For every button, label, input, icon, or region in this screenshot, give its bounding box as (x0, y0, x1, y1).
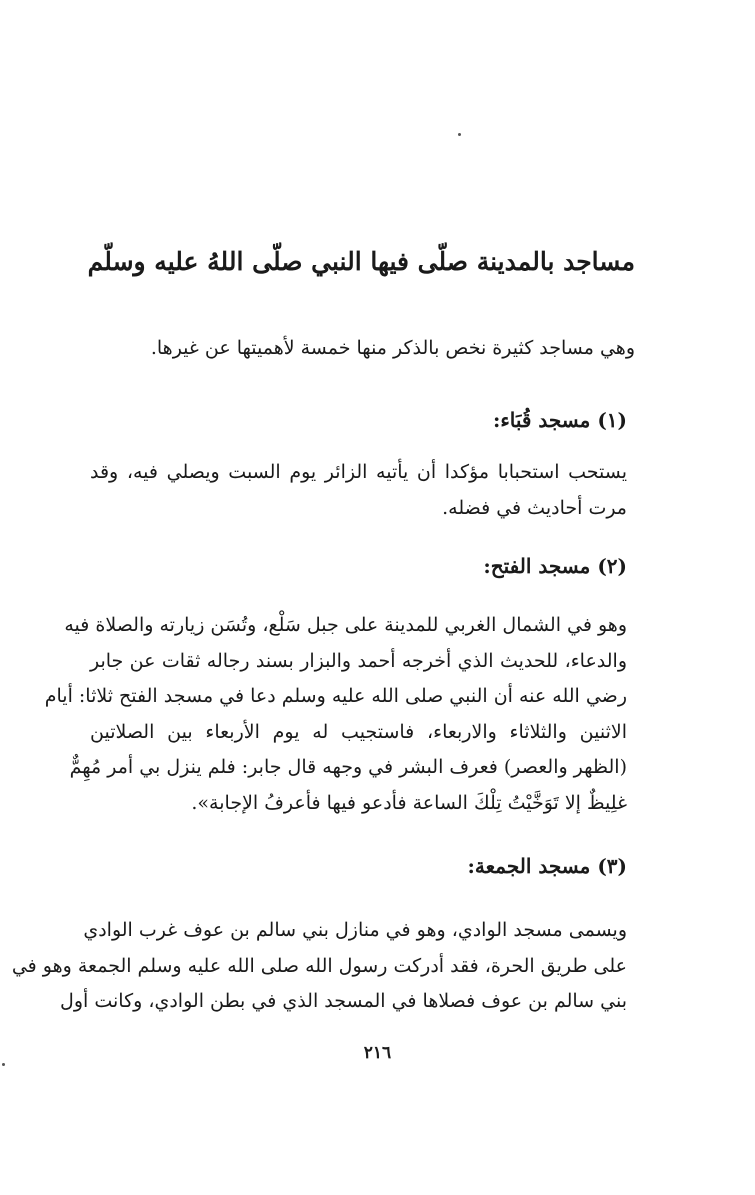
text-line: الاثنين والثلاثاء والاربعاء، فاستجيب له يوم الأربعاء بين الصلاتين (90, 720, 627, 743)
intro-paragraph: وهي مساجد كثيرة نخص بالذكر منها خمسة لأهميتها عن غيرها. (150, 337, 635, 359)
text-line: (الظهر والعصر) فعرف البشر في وجهه قال جابر: فلم ينزل بي أمر مُهِمٌّ (69, 756, 627, 778)
text-line: غلِيظٌ إلا تَوَخَّيْتُ تِلْكَ الساعة فأدعو فيها فأعرفُ الإجابة». (191, 791, 627, 814)
scan-speck (458, 133, 461, 136)
section-body-fath (44, 608, 627, 821)
section-body-quba (90, 455, 627, 526)
section-body-jumuah (11, 913, 627, 1020)
section-heading-fath: (٢) مسجد الفتح: (483, 554, 627, 578)
section-heading-jumuah: (٣) مسجد الجمعة: (467, 854, 627, 878)
text-line: ويسمى مسجد الوادي، وهو في منازل بني سالم بن عوف غرب الوادي (83, 919, 627, 941)
page-number: ٢١٦ (363, 1043, 392, 1063)
section-heading-quba: (١) مسجد قُبَاء: (492, 408, 627, 432)
text-line: رضي الله عنه أن النبي صلى الله عليه وسلم دعا في مسجد الفتح ثلاثا: أيام (44, 685, 627, 707)
text-line: بني سالم بن عوف فصلاها في المسجد الذي في بطن الوادي، وكانت أول (60, 990, 627, 1012)
text-line: وهو في الشمال الغربي للمدينة على جبل سَلْع، وتُسَن زيارته والصلاة فيه (64, 614, 627, 636)
text-line: والدعاء، للحديث الذي أخرجه أحمد والبزار بسند رجاله ثقات عن جابر (90, 649, 627, 672)
page-title: مساجد بالمدينة صلّى فيها النبي صلّى اللهُ عليه وسلّم (87, 247, 635, 276)
text-line: يستحب استحبابا مؤكدا أن يأتيه الزائر يوم السبت ويصلي فيه، وقد (90, 461, 627, 483)
text-line: على طريق الحرة، فقد أدركت رسول الله صلى الله عليه وسلم الجمعة وهو في (11, 954, 627, 977)
text-line: مرت أحاديث في فضله. (442, 496, 627, 519)
